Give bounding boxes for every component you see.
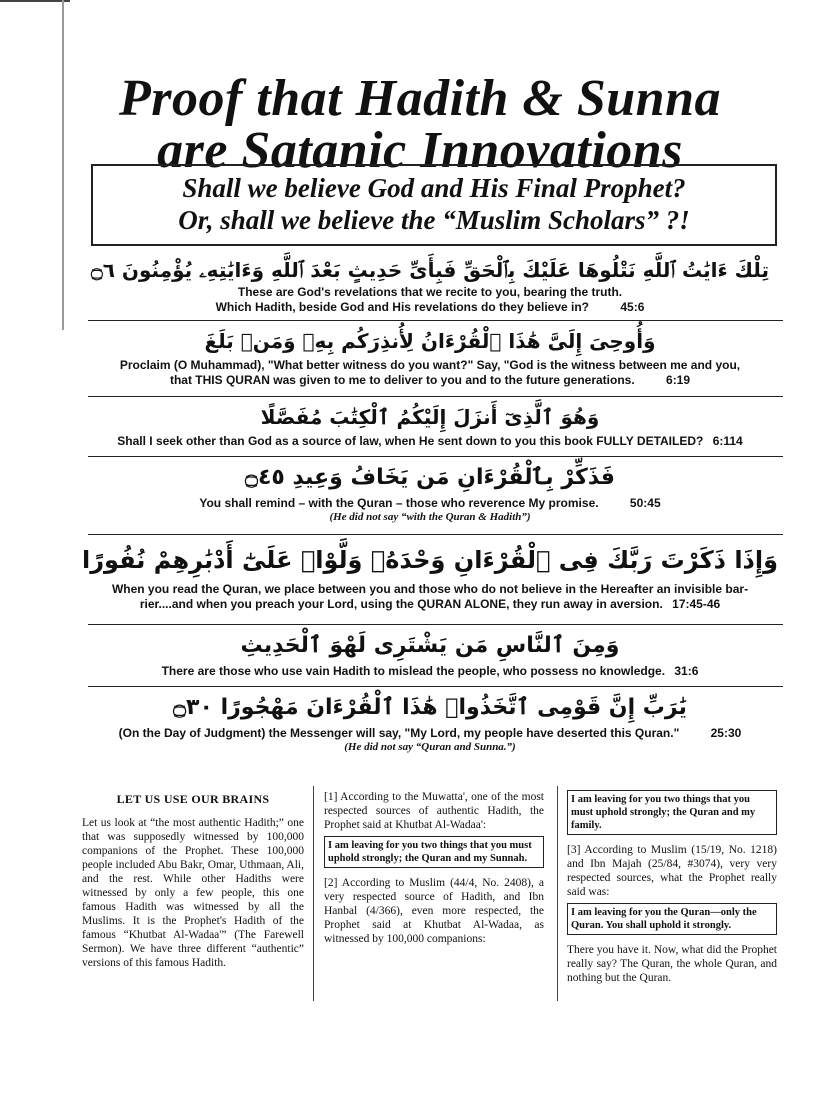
- verse-translation: [80, 726, 780, 741]
- column-divider: [313, 786, 314, 1001]
- column-3: [567, 790, 777, 985]
- verse-text: (On the Day of Judgment) the Messenger will say, "My Lord, my people have deserted this Quran.": [118, 726, 680, 740]
- verse-block: [80, 460, 780, 523]
- divider: [88, 686, 783, 687]
- divider: [88, 456, 783, 457]
- verse-reference: 50:45: [629, 496, 661, 510]
- verse-translation: [80, 582, 780, 612]
- column-body: Let us look at “the most authentic Hadith;” one that was supposedly witnessed by 100,000 companions of the Prophet. These 100,000 people included Abu Bakr, Omar, Uthmaan, Ali, and the rest. While other Hadiths were witnessed by only a few people, this one famous Hadith was witnessed by all the Muslims. It is the Prophet's Hadith of the famous “Khutbat Al-Wadaa'” (The Farewell Sermon). We have three different “authentic” versions of this famous Hadith.: [82, 817, 305, 969]
- divider: [88, 396, 783, 397]
- verse-text: Proclaim (O Muhammad), "What better witness do you want?" Say, "God is the witness between me and you,: [119, 358, 741, 372]
- column-heading: LET US USE OUR BRAINS: [116, 792, 270, 806]
- boxed-quote: I am leaving for you two things that you must uphold strongly; the Quran and my Sunnah.: [324, 836, 544, 868]
- verse-translation: [80, 434, 780, 449]
- arabic-verse: فَذَكِّرْ بِٱلْقُرْءَانِ مَن يَخَافُ وَعِيدِ ۝٤٥: [245, 465, 615, 490]
- column-divider: [557, 786, 558, 1001]
- arabic-verse: وَأُوحِىَ إِلَىَّ هَٰذَا ٱلْقُرْءَانُ لِأُنذِرَكُم بِهِۦ وَمَنۢ بَلَغَ: [204, 329, 656, 353]
- verse-note: (He did not say “Quran and Sunna.”): [344, 741, 516, 753]
- verse-text: These are God's revelations that we recite to you, bearing the truth.: [237, 285, 623, 299]
- verse-block: [80, 628, 780, 679]
- verse-reference: 17:45-46: [672, 597, 721, 611]
- verse-translation: [80, 664, 780, 679]
- scan-edge-mark: [0, 0, 70, 2]
- verse-text: Shall I seek other than God as a source of law, when He sent down to you this book FULLY DETAILED?: [117, 434, 704, 448]
- verse-text: You shall remind – with the Quran – those who reverence My promise.: [199, 496, 599, 510]
- arabic-verse: وَمِنَ ٱلنَّاسِ مَن يَشْتَرِى لَهْوَ ٱلْحَدِيثِ: [240, 633, 620, 658]
- verse-reference: 25:30: [710, 726, 742, 740]
- verse-block: [80, 255, 780, 315]
- column-body: There you have it. Now, what did the Prophet really say? The Quran, the whole Quran, and nothing but the Quran.: [567, 944, 777, 984]
- boxed-quote: I am leaving for you two things that you must uphold strongly; the Quran and my family.: [567, 790, 777, 835]
- subtitle-line-2: Or, shall we believe the “Muslim Scholars” ?!: [178, 205, 690, 235]
- verse-block: [80, 324, 780, 388]
- arabic-verse: وَهُوَ ٱلَّذِىٓ أَنزَلَ إِلَيْكُمُ ٱلْكِتَٰبَ مُفَصَّلًا: [260, 405, 600, 429]
- divider: [88, 320, 783, 321]
- verse-reference: 6:19: [666, 373, 691, 387]
- subtitle-line-1: Shall we believe God and His Final Prophet?: [182, 173, 686, 203]
- divider: [88, 624, 783, 625]
- verse-text: There are those who use vain Hadith to mislead the people, who possess no knowledge.: [161, 664, 666, 678]
- verse-reference: 31:6: [674, 664, 699, 678]
- arabic-verse: تِلْكَ ءَايَٰتُ ٱللَّهِ نَتْلُوهَا عَلَيْكَ بِٱلْحَقِّ فَبِأَىِّ حَدِيثٍ بَعْدَ ٱللَّهِ وَءَايَٰتِهِۦ يُؤْمِنُونَ ۝٦: [91, 258, 769, 282]
- verse-translation: [80, 285, 780, 315]
- arabic-verse: وَإِذَا ذَكَرْتَ رَبَّكَ فِى ٱلْقُرْءَانِ وَحْدَهُۥ وَلَّوْا۟ عَلَىٰٓ أَدْبَٰرِهِمْ نُفُورًا: [81, 546, 779, 574]
- verse-note: (He did not say “with the Quran & Hadith”): [329, 511, 531, 523]
- verse-text: When you read the Quran, we place between you and those who do not believe in the Hereafter an invisible bar-: [111, 582, 749, 596]
- page-title-line-2: are Satanic Innovations: [157, 122, 683, 179]
- column-body: [1] According to the Muwatta', one of the most respected sources of authentic Hadith, the Prophet said at Khutbat Al-Wadaa':: [324, 791, 544, 831]
- column-body: [3] According to Muslim (15/19, No. 1218) and Ibn Majah (25/84, #3074), very very respected sources, what the Prophet really said was:: [567, 844, 777, 898]
- verse-block: [80, 690, 780, 753]
- verse-block: [80, 538, 780, 612]
- page-title-line-1: Proof that Hadith & Sunna: [118, 70, 722, 127]
- verse-text: rier....and when you preach your Lord, using the QURAN ALONE, they run away in aversion.: [139, 597, 663, 611]
- verse-reference: 6:114: [712, 434, 743, 448]
- verse-text: that THIS QURAN was given to me to deliver to you and to the future generations.: [169, 373, 635, 387]
- verse-reference: 45:6: [620, 300, 645, 314]
- verse-block: [80, 400, 780, 449]
- subtitle-box: [91, 164, 777, 246]
- divider: [88, 534, 783, 535]
- boxed-quote: I am leaving for you the Quran—only the Quran. You shall uphold it strongly.: [567, 903, 777, 935]
- column-1: [82, 792, 304, 970]
- column-2: [324, 790, 544, 946]
- arabic-verse: يَٰرَبِّ إِنَّ قَوْمِى ٱتَّخَذُوا۟ هَٰذَا ٱلْقُرْءَانَ مَهْجُورًا ۝٣٠: [173, 695, 687, 720]
- verse-translation: [80, 496, 780, 511]
- column-body: [2] According to Muslim (44/4, No. 2408), a very respected source of Hadith, and Ibn Hanbal (4/366), even more respected, the Prophet said at Khutbat Al-Wadaa, as witnessed by 100,000 companions:: [324, 877, 544, 945]
- verse-translation: [80, 358, 780, 388]
- verse-text: Which Hadith, beside God and His revelations do they believe in?: [215, 300, 590, 314]
